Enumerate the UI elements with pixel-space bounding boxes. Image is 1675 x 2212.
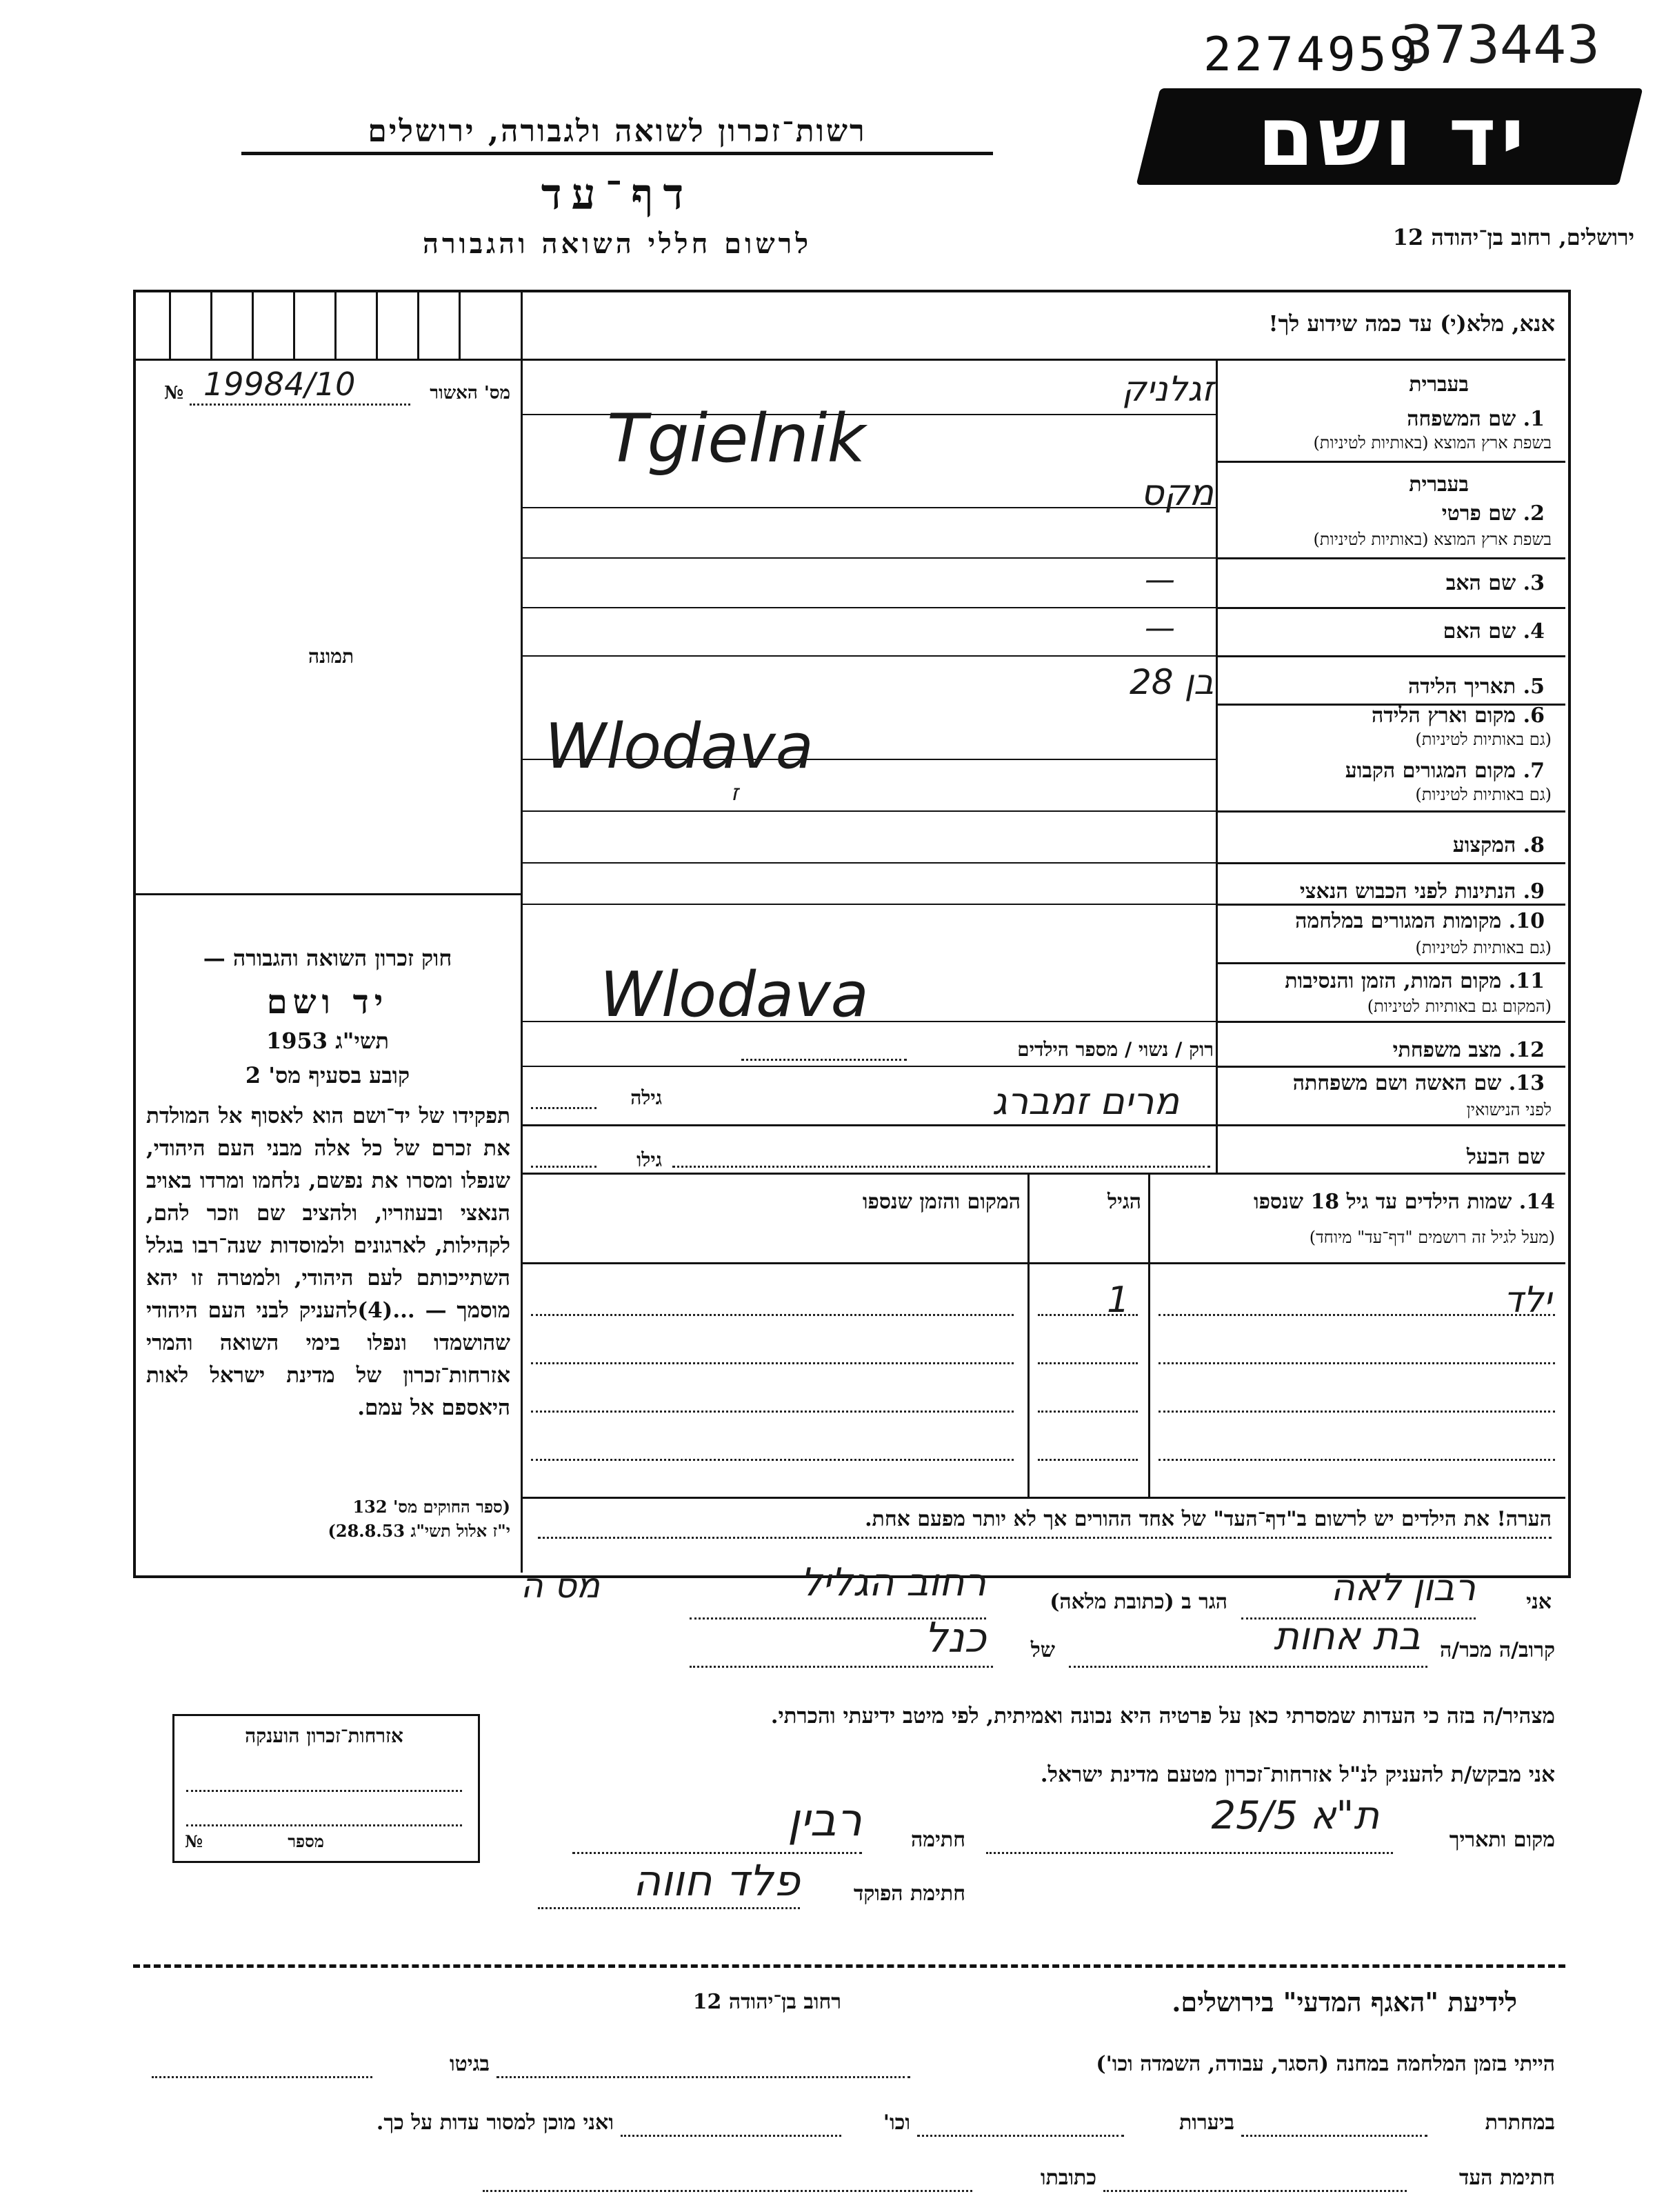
of-value: כנל [924,1614,986,1662]
field-6-sub: (גם באותיות לטיניות) [1415,730,1552,749]
field-1-label: 1. שם המשפחה [1407,407,1545,431]
bottom-line3-b: כתובתו [1040,2166,1096,2190]
field-1-lang: בעברית [1409,372,1469,397]
place-date-label: מקום ותאריך [1449,1828,1555,1852]
field-3-label: 3. שם האב [1445,571,1545,595]
marital-options: רוק / נשוי / מספר הילדים [1017,1038,1214,1061]
law-source: (ספר החוקים מס' 132 [352,1497,510,1517]
form-subtitle: לרשום חללי השואה והגבורה [422,228,812,260]
child-name-value: ילד [1503,1279,1552,1321]
declarant-residing-label: הגר ב (כתובת מלאה) [1050,1590,1227,1614]
bottom-line1-b: בגיטו [449,2052,490,2076]
law-clause: קובע בסעיף מס' 2 [245,1062,410,1088]
wife-age-line [531,1107,596,1109]
declarant-address: רחוב הגליל [800,1560,986,1605]
husband-age-label: גילו [636,1148,662,1171]
of-label: של [1030,1638,1055,1662]
note-text: הערה! את הילדים יש לרשום ב"דף־העד" של אחד ההורים אך לא יותר מפעם אחת. [538,1507,1552,1539]
instruction-text: אנא, מלא(י) עד כמה שידוע לך! [1268,310,1555,337]
authority-title: רשות־זכרון לשואה ולגבורה, ירושלים [241,114,993,155]
declaration-text: מצהיר/ה בזה כי העדות שמסרתי כאן על פרטיה היא נכונה ואמיתית, לפי מיטב ידיעתי והכרתי. [770,1704,1555,1728]
field-1-sub: בשפת ארץ המוצא (באותיות לטיניות) [1313,433,1552,452]
child-age-value: 1 [1107,1279,1130,1321]
bottom-line2-c: וכו' [883,2111,910,2135]
law-date: י"ז אלול תשי"ג 28.8.53) [328,1521,510,1541]
declarant-i-label: אני [1526,1590,1552,1614]
field-10-label: 10. מקומות המגורים במלחמה [1295,909,1545,933]
bottom-line2-d: ואני מוכן למסור עדות על כך. [376,2111,614,2135]
field-11-label: 11. מקום המות, הזמן והנסיבות [1285,969,1545,993]
residence-value: ז [731,779,739,806]
death-place-value: Wlodava [600,959,869,1031]
field-4-label: 4. שם האם [1443,619,1545,644]
field-2-sub: בשפת ארץ המוצא (באותיות לטיניות) [1313,530,1552,549]
approval-number: 19984/10 [203,366,356,403]
citizenship-number-label: מספר [288,1831,324,1851]
field-9-label: 9. הנתינות לפני הכבוש הנאצי [1299,879,1545,904]
husband-label: שם הבעל [1466,1145,1545,1169]
law-year: תשי"ג 1953 [266,1028,389,1054]
field-14-sub: (מעל לגיל זה רושמים "דף־עד" מיוחד) [1309,1228,1555,1247]
child-place-header: המקום והזמן שנספו [862,1190,1021,1214]
citizenship-box-title: אזרחות־זכרון הוענקה [245,1724,403,1747]
bottom-address: רחוב בן־יהודה 12 [692,1990,841,2014]
bottom-line1-a: הייתי בזמן המלחמה במחנה (הסגר, עבודה, השמדה וכו') [1096,2052,1555,2076]
field-8-label: 8. המקצוע [1452,833,1545,857]
field-13-sub: לפני הנישואין [1466,1100,1552,1119]
field-11-sub: (המקום גם באותיות לטיניות) [1367,997,1552,1016]
wife-age-label: גילה [630,1086,662,1109]
field-13-label: 13. שם האשה ושם משפחתה [1292,1071,1545,1095]
bottom-heading: לידיעת "האגף המדעי" בירושלים. [1172,1986,1517,2017]
birth-place-value: Wlodava [545,710,814,783]
field-7-label: 7. מקום המגורים הקבוע [1345,759,1545,783]
signature-label: חתימה [911,1828,965,1852]
field-2-lang: בעברית [1409,472,1469,497]
form-title: דף־עד [541,169,694,219]
top-print-number: 2274959 [1203,28,1421,82]
law-heading: חוק זכרון השואה והגבורה — [203,945,452,971]
children-count-line [741,1059,907,1061]
husband-name-line [672,1166,1210,1168]
field-14-label: 14. שמות הילדים עד גיל 18 שנספו [1253,1190,1555,1214]
logo-address: ירושלים, רחוב בן־יהודה 12 [1392,224,1634,250]
relative-label: קרוב/ה מכר/ה [1440,1638,1555,1662]
citizenship-no-sign: № [185,1831,203,1851]
declarant-name: רבון לאה [1330,1566,1476,1609]
field-5-label: 5. תאריך הלידה [1408,675,1545,699]
surname-latin: Tgielnik [607,400,866,477]
field-7-sub: (גם באותיות לטיניות) [1415,785,1552,804]
surname-hebrew: זגלניק [1121,369,1214,409]
husband-age-line [531,1166,596,1168]
request-text: אני מבקש/ת להעניק לנ"ל אזרחות־זכרון מטעם מדינת ישראל. [1040,1762,1555,1787]
top-handwritten-number: 373443 [1400,14,1601,75]
approval-label: מס' האשור [430,383,510,403]
officer-label: חתימת הפוקד [853,1882,965,1906]
given-name-hebrew: מקס [1141,472,1214,514]
relation-value: בת אחות [1273,1614,1421,1659]
yad-vashem-logo-text: יד ושם [1257,89,1529,184]
field-12-label: 12. מצב משפחתי [1392,1038,1545,1062]
birth-date-value: בן 28 [1129,662,1214,702]
approval-line [190,403,410,406]
bottom-line2-b: ביערות [1178,2111,1234,2135]
bottom-line3-a: חתימת העד [1458,2166,1555,2190]
declarant-no-label: מס ה [521,1566,600,1606]
officer-signature: פלד חווה [632,1855,800,1906]
child-age-header: הגיל [1107,1190,1141,1214]
law-name: יד ושם [266,983,389,1022]
place-date-value: ת"א 25/5 [1211,1793,1379,1838]
approval-no-sign: № [164,383,184,403]
wife-name-value: מרים זמברג [992,1079,1179,1123]
field-2-label: 2. שם פרטי [1441,501,1545,526]
bottom-line2-a: במחתרת [1485,2111,1555,2135]
field-6-label: 6. מקום וארץ הלידה [1371,704,1545,728]
father-name-value: — [1145,562,1175,597]
field-10-sub: (גם באותיות לטיניות) [1415,938,1552,957]
photo-label: תמונה [308,645,354,668]
tear-off-line [133,1964,1565,1968]
law-body: תפקידו של יד־ושם הוא לאסוף אל המולדת את זכרם של כל אלה מבני העם היהודי, שנפלו ומסרו את נפשם, נלחמו ומרדו באויב הנאצי ובעוזריו, ולהציב שם וזכר להם, לקהילות, לארגונים ולמוסדות שנה־רבו בגלל השתייכותם לעם היהודי, ולמטרה זו יהא מוסמך — ...(4)להעניק לבני העם היהודי שהושמדו ונפלו בימי השואה והמרי אזרחות־זכרון של מדינת ישראל לאות היאספם אל עמם. [146,1104,510,1420]
signature-value: רבין [787,1793,862,1846]
mother-name-value: — [1145,610,1175,646]
